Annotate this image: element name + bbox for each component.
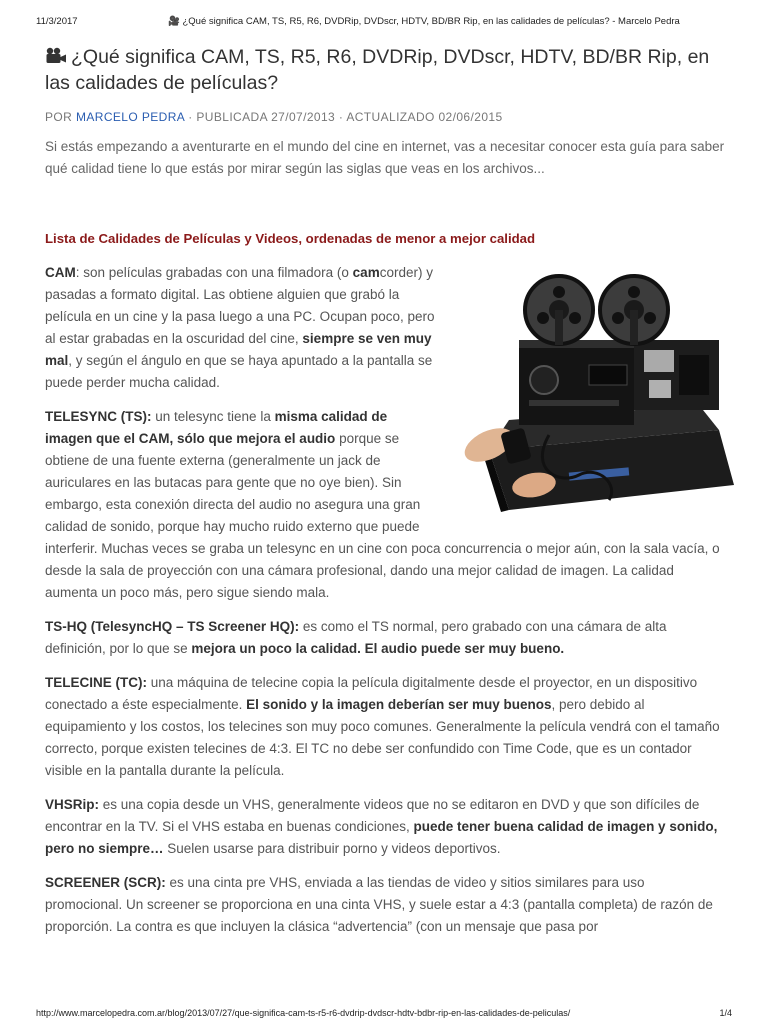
cam-text-3: corder) y pasadas a formato digital. Las obtiene alguien que grabó la película en un cine y la pasa luego a una PC. Ocupan poco, pero al estar grabadas en la oscuridad del cine, xyxy=(45,265,435,346)
vhsrip-text-1: es una copia desde un VHS, generalmente videos que no se editaron en DVD y que son difíciles de encontrar en la TV. Si el VHS estaba en buenas condiciones, xyxy=(45,797,700,834)
cam-text-2: cam xyxy=(352,265,380,280)
vhsrip-text-2: Suelen usarse para distribuir porno y videos deportivos. xyxy=(163,841,501,856)
cam-text-4: , y según el ángulo en que se haya apuntado a la pantalla se puede perder mucha calidad. xyxy=(45,353,433,390)
tshq-text-1: es como el TS normal, pero grabado con una cámara de alta definición, por lo que se xyxy=(45,619,667,656)
term-vhsrip: VHSRip: xyxy=(45,797,99,812)
term-screener: SCREENER (SCR): xyxy=(45,875,166,890)
movie-camera-icon xyxy=(45,47,67,64)
term-cam: CAM xyxy=(45,265,76,280)
cam-bold-1: siempre se ven muy mal xyxy=(45,331,432,368)
list-heading: Lista de Calidades de Películas y Videos, ordenadas de menor a mejor calidad xyxy=(45,231,536,246)
tshq-bold-1: mejora un poco la calidad. El audio puede ser muy bueno. xyxy=(191,641,565,656)
section-telecine xyxy=(45,672,725,782)
print-doc-title: 🎥 ¿Qué significa CAM, TS, R5, R6, DVDRip, DVDscr, HDTV, BD/BR Rip, en las calidades de películas? - Marcelo Pedra xyxy=(168,16,680,27)
print-date: 11/3/2017 xyxy=(36,16,78,27)
byline-prefix: POR xyxy=(45,110,76,124)
vhsrip-bold-1: puede tener buena calidad de imagen y sonido, pero no siempre… xyxy=(45,819,718,856)
cam-text-1: : son películas grabadas con una filmadora (o xyxy=(75,265,353,280)
page-url[interactable]: http://www.marcelopedra.com.ar/blog/2013/07/27/que-significa-cam-ts-r5-r6-dvdrip-dvdscr-hdtv-bdbr-rip-en-las-calidades-de-peliculas/ xyxy=(36,1008,571,1018)
telecine-text-1: una máquina de telecine copia la película digitalmente desde el proyector, en un dispositivo conectado a éste especialmente. xyxy=(45,675,698,712)
telesync-text-2: porque se obtiene de una fuente externa (generalmente un jack de auriculares en las butacas para gente que no oye bien). Sin embargo, esta conexión directa del audio no asegura una gran calidad de sonido, porque hay mucho ruido externo que puede interferir. Muchas veces se graba un telesync en un cine con poca concurrencia o mejor aún, con la sala vacía, o desde la sala de proyección con una cámara profesional, dando una mejor calidad de imagen. La calidad aumenta un poco más, pero sigue siendo mala. xyxy=(45,431,720,600)
article-content xyxy=(45,262,725,950)
term-tshq: TS-HQ (TelesyncHQ – TS Screener HQ): xyxy=(45,619,300,634)
telesync-bold-1: misma calidad de imagen que el CAM, sólo que mejora el audio xyxy=(45,409,388,446)
term-telesync: TELESYNC (TS): xyxy=(45,409,152,424)
section-vhsrip xyxy=(45,794,725,860)
publish-dates: · PUBLICADA 27/07/2013 · ACTUALIZADO 02/06/2015 xyxy=(184,110,503,124)
article-title xyxy=(45,44,735,96)
telecine-bold-1: El sonido y la imagen deberían ser muy buenos xyxy=(246,697,552,712)
section-screener xyxy=(45,872,725,938)
intro-paragraph: Si estás empezando a aventurarte en el mundo del cine en internet, vas a necesitar conocer esta guía para saber qué calidad tiene lo que estás por mirar según las siglas que veas en los archivos... xyxy=(45,139,725,176)
byline xyxy=(45,110,503,124)
term-telecine: TELECINE (TC): xyxy=(45,675,147,690)
page-number: 1/4 xyxy=(719,1008,732,1018)
screener-text-1: es una cinta pre VHS, enviada a las tiendas de video y sitios similares para uso promocional. Un screener se proporciona en una cinta VHS, y suele estar a 4:3 (pantalla completa) de razón de proporción. La contra es que incluyen la clásica “advertencia” (con un mensaje que pasa por xyxy=(45,875,713,934)
telecine-text-2: , pero debido al equipamiento y los costos, los telecines son muy poco comunes. Generalmente la película vendrá con el tamaño correcto, porque existen telecines de 4:3. El TC no debe ser confundido con Time Code, que es un contador visible en la pantalla durante la película. xyxy=(45,697,720,778)
telesync-text-1: un telesync tiene la xyxy=(151,409,275,424)
section-tshq xyxy=(45,616,725,660)
article-title-text: ¿Qué significa CAM, TS, R5, R6, DVDRip, DVDscr, HDTV, BD/BR Rip, en las calidades de películas? xyxy=(45,46,710,94)
author-link[interactable]: MARCELO PEDRA xyxy=(75,110,185,124)
projector-image xyxy=(449,270,739,514)
